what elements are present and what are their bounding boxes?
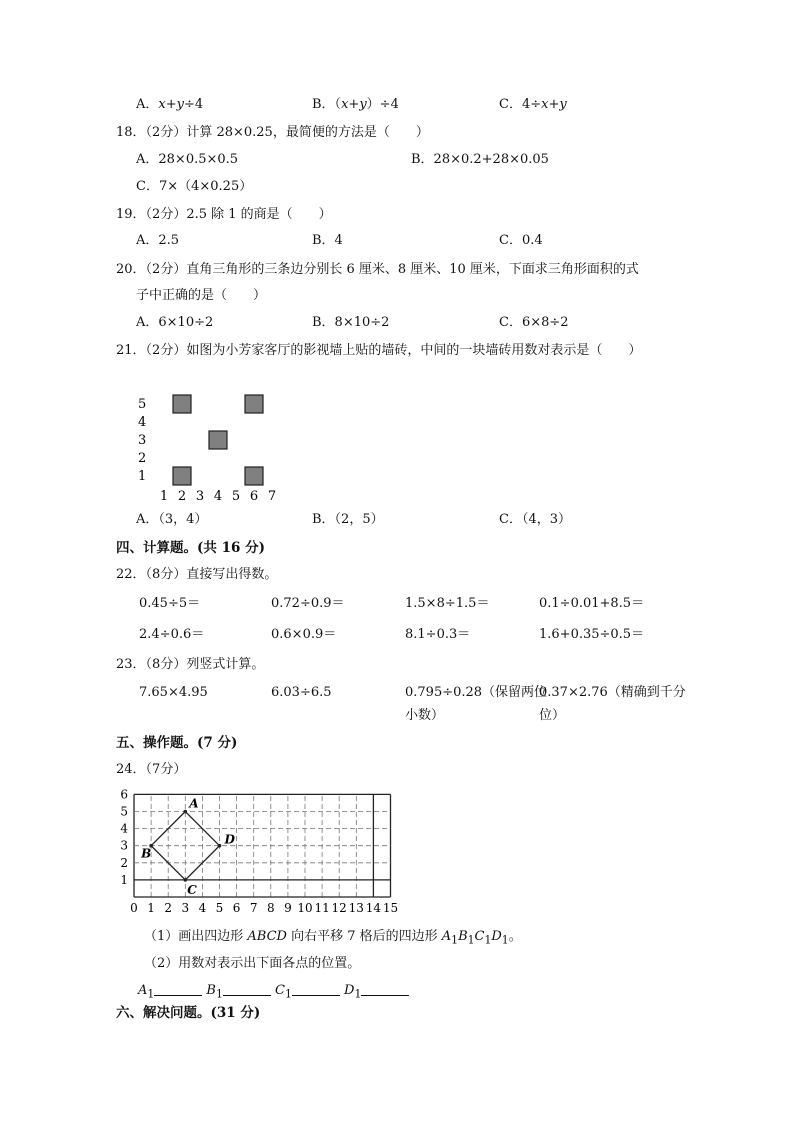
wall-tile [245,395,263,413]
x-axis-label: 7 [249,901,258,915]
vertex-point [184,810,188,814]
y-axis-label: 1 [120,872,128,887]
x-axis-label: 12 [331,901,347,915]
x-axis-label: 6 [232,901,241,915]
q20-option-a: A．6×10÷2 [136,315,214,330]
section-6-heading: 六、解决问题。(31 分) [116,1005,261,1021]
q19-option-a: A．2.5 [136,233,180,248]
q19-stem: 19．（2分）2.5 除 1 的商是（ ） [116,207,332,222]
q22-item: 0.6×0.9＝ [271,627,337,642]
x-axis-label: 15 [382,901,399,915]
vertex-label: C [187,882,197,897]
q20-stem-cont: 子中正确的是（ ） [136,288,267,303]
x-axis-label: 0 [130,901,138,915]
q18-option-b: B．28×0.2+28×0.05 [411,152,549,167]
row-label: 2 [138,451,147,466]
q17-option-b: B．（x+y）÷4 [312,97,399,112]
q21-stem: 21．（2分）如图为小芳家客厅的影视墙上贴的墙砖，中间的一块墙砖用数对表示是（ ） [116,343,642,358]
q22-item: 2.4÷0.6＝ [139,627,205,642]
q23-item-cont: 小数） [405,708,445,723]
wall-tile [173,467,191,485]
q22-item: 0.72÷0.9＝ [271,596,345,611]
q20-option-c: C．6×8÷2 [499,315,569,330]
q20-stem: 20．（2分）直角三角形的三条边分别长 6 厘米、8 厘米、10 厘米，下面求三角形面积的式 [116,262,639,277]
y-axis-label: 4 [120,821,128,836]
q17-option-c: C．4÷x+y [499,97,567,112]
y-axis-label: 2 [120,855,128,870]
q21-option-b: B．（2，5） [312,512,384,527]
q23-item: 0.37×2.76（精确到千分 [539,685,686,700]
q20-option-b: B．8×10÷2 [312,315,390,330]
x-axis-label: 3 [181,901,190,915]
q22-item: 0.45÷5＝ [139,596,201,611]
q18-stem: 18．（2分）计算 28×0.25，最简便的方法是（ ） [116,125,429,140]
x-axis-label: 13 [348,901,364,915]
q23-item-cont: 位） [539,708,566,723]
wall-tile [245,467,263,485]
vertex-label: B [141,846,152,861]
q19-option-c: C．0.4 [499,233,543,248]
wall-tile [209,431,227,449]
x-axis-label: 9 [284,901,292,915]
x-axis-label: 10 [297,901,313,915]
vertex-label: D [224,832,235,847]
wall-tile [173,395,191,413]
q22-stem: 22．（8分）直接写出得数。 [116,567,278,582]
q22-item: 0.1÷0.01+8.5＝ [539,596,645,611]
q24-task-1: （1）画出四边形 ABCD 向右平移 7 格后的四边形 $A_1B_1C_1D_1$。 [144,929,522,947]
coordinate-grid-figure [114,785,404,920]
q24-stem: 24．（7分） [116,762,187,777]
q21-option-c: C．（4，3） [499,512,571,527]
row-label: 5 [138,397,147,412]
y-axis-label: 6 [120,787,128,802]
q22-item: 1.5×8÷1.5＝ [405,596,490,611]
q21-option-a: A．（3，4） [136,512,208,527]
q24-task-2: （2）用数对表示出下面各点的位置。 [144,956,361,971]
x-axis-label: 5 [215,901,224,915]
y-axis-label: 5 [120,804,128,819]
q23-item: 0.795÷0.28（保留两位 [405,685,548,700]
column-label: 5 [231,489,241,504]
q22-item: 1.6+0.35÷0.5＝ [539,627,645,642]
x-axis-label: 8 [266,901,275,915]
answer-blank[interactable] [292,983,340,996]
column-label: 7 [267,489,277,504]
vertex-point [218,844,222,848]
answer-blank[interactable] [154,983,202,996]
x-axis-label: 14 [365,901,382,915]
vertex-point [184,878,188,882]
x-axis-label: 1 [147,901,155,915]
row-label: 4 [138,415,147,430]
x-axis-label: 11 [314,901,330,915]
q19-option-b: B．4 [312,233,343,248]
q18-option-c: C．7×（4×0.25） [136,179,253,194]
answer-blank[interactable] [223,983,271,996]
column-label: 6 [249,489,259,504]
column-label: 2 [177,489,187,504]
x-axis-label: 2 [164,901,173,915]
q23-item: 7.65×4.95 [139,685,208,700]
answer-blank[interactable] [361,983,409,996]
q22-item: 8.1÷0.3＝ [405,627,471,642]
q17-option-a: A．x+y÷4 [136,97,204,112]
x-axis-label: 4 [198,901,207,915]
row-label: 1 [138,469,147,484]
column-label: 3 [195,489,205,504]
wall-tile-figure [130,388,290,508]
q18-option-a: A．28×0.5×0.5 [136,152,239,167]
q24-answer-blanks: $A_1$ $B_1$ $C_1$ $D_1$ [138,983,409,1003]
section-5-heading: 五、操作题。(7 分) [116,735,238,751]
vertex-label: A [189,796,199,811]
section-4-heading: 四、计算题。(共 16 分) [116,540,265,556]
column-label: 1 [159,489,169,504]
y-axis-label: 3 [120,838,128,853]
row-label: 3 [138,433,147,448]
column-label: 4 [213,489,223,504]
q23-item: 6.03÷6.5 [271,685,332,700]
q23-stem: 23．（8分）列竖式计算。 [116,657,265,672]
